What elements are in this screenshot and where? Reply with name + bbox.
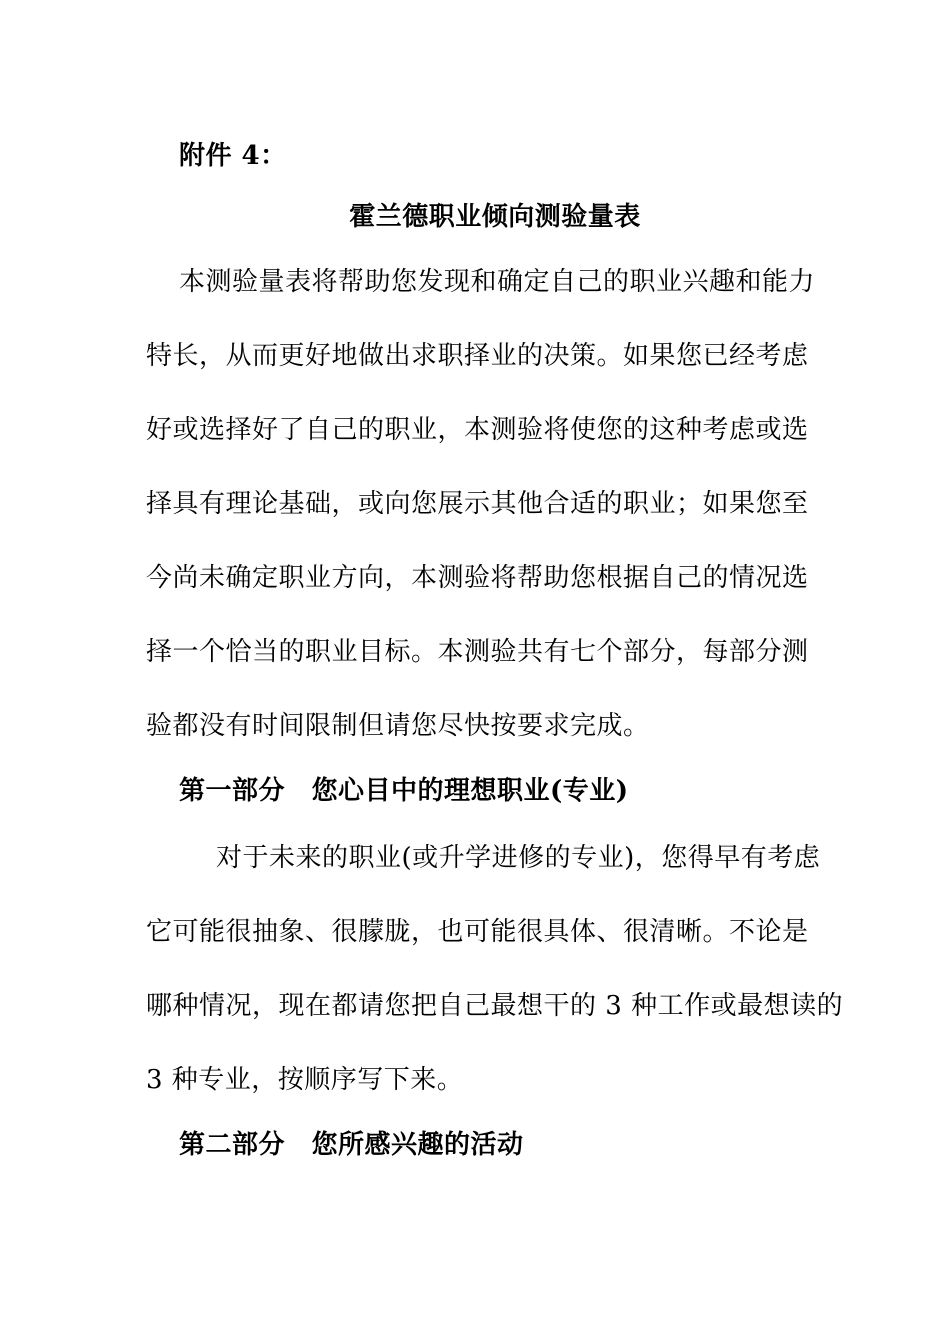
section-heading-part2: 第二部分 您所感兴趣的活动: [179, 1130, 524, 1160]
intro-line: 好或选择好了自己的职业，本测验将使您的这种考虑或选: [146, 415, 809, 445]
part1-line: 3 种专业，按顺序写下来。: [146, 1065, 464, 1095]
intro-line: 今尚未确定职业方向，本测验将帮助您根据自己的情况选: [146, 563, 809, 593]
intro-line: 验都没有时间限制但请您尽快按要求完成。: [146, 711, 650, 741]
intro-line: 择具有理论基础，或向您展示其他合适的职业；如果您至: [146, 489, 809, 519]
part1-line: 哪种情况，现在都请您把自己最想干的 3 种工作或最想读的: [146, 991, 844, 1021]
section-heading-part1: 第一部分 您心目中的理想职业(专业): [179, 776, 629, 806]
intro-line: 择一个恰当的职业目标。本测验共有七个部分，每部分测: [146, 637, 809, 667]
attachment-label: 附件 4：: [179, 141, 287, 171]
intro-line: 特长，从而更好地做出求职择业的决策。如果您已经考虑: [146, 341, 809, 371]
part1-line: 对于未来的职业(或升学进修的专业)，您得早有考虑: [216, 843, 821, 873]
part1-line: 它可能很抽象、很朦胧，也可能很具体、很清晰。不论是: [146, 917, 809, 947]
document-title: 霍兰德职业倾向测验量表: [349, 202, 641, 232]
intro-line: 本测验量表将帮助您发现和确定自己的职业兴趣和能力: [179, 267, 816, 297]
